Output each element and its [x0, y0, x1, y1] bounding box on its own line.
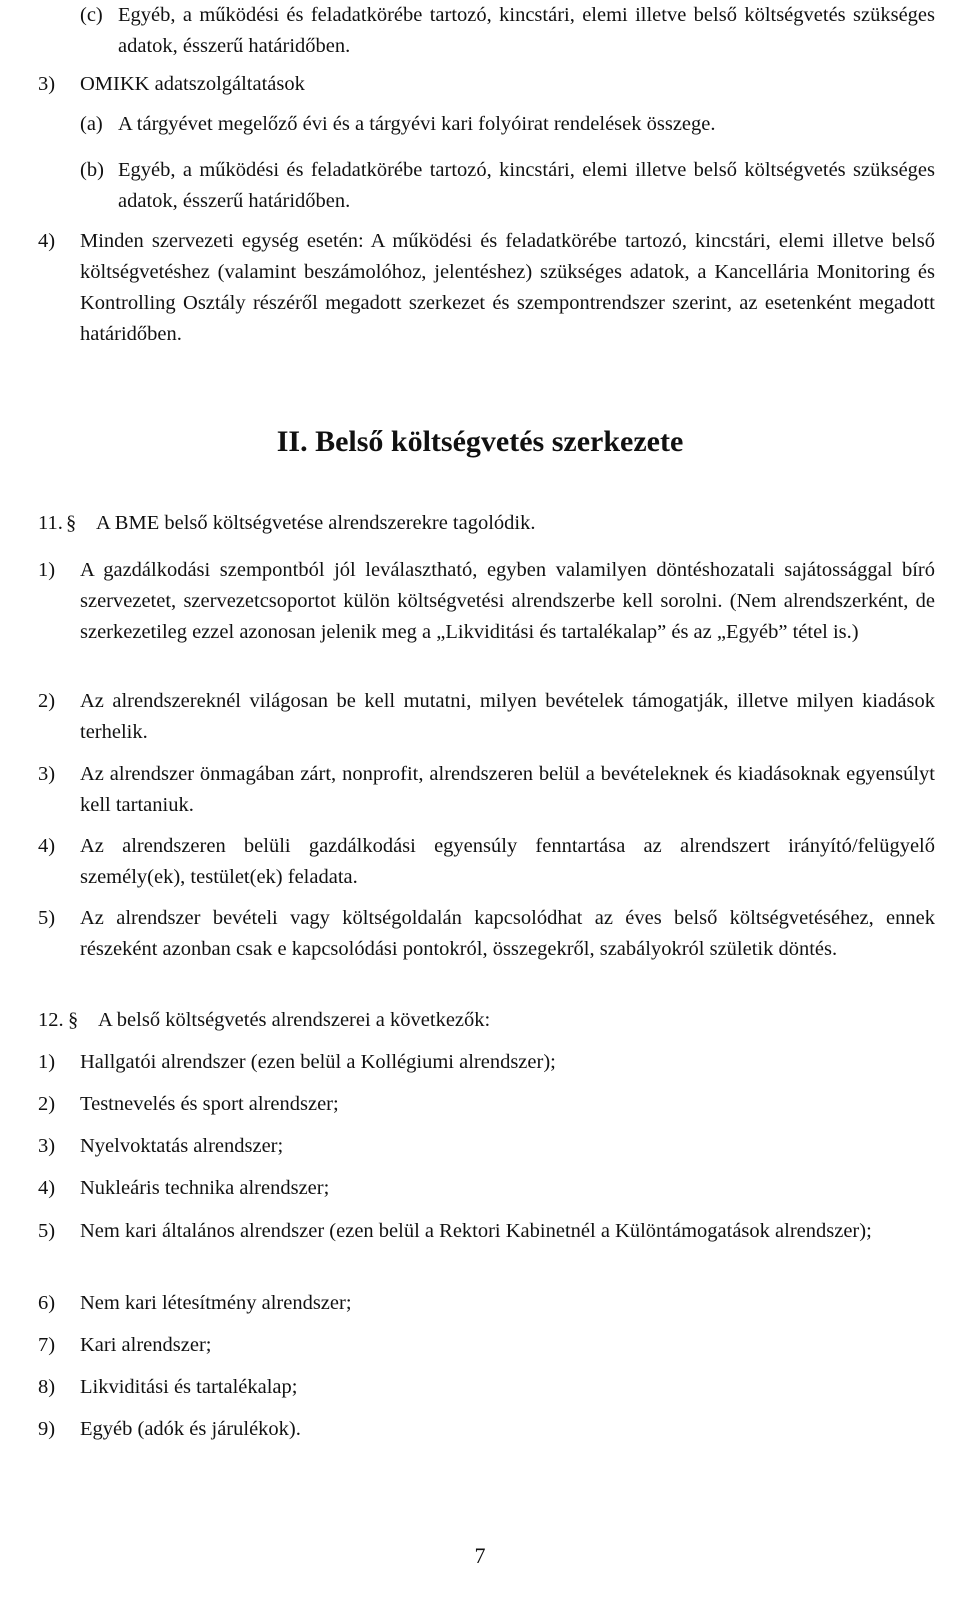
paragraph-symbol: § — [66, 512, 77, 534]
section-12-item-1 — [38, 1047, 935, 1078]
item-number: (a) — [80, 113, 103, 135]
item-number: 8) — [38, 1376, 56, 1398]
item-number: 6) — [38, 1292, 56, 1314]
item-text: Egyéb, a működési és feladatkörébe tartozó, kincstári, elemi illetve belső költségvetés szükséges adatok, ésszerű határidőben. — [118, 159, 935, 212]
item-b — [80, 155, 935, 217]
item-number: 1) — [38, 559, 56, 581]
section-11-item-1 — [38, 555, 935, 648]
item-text: Egyéb, a működési és feladatkörébe tartozó, kincstári, elemi illetve belső költségvetés szükséges adatok, ésszerű határidőben. — [118, 4, 935, 57]
item-text: Az alrendszereknél világosan be kell mutatni, milyen bevételek támogatják, illetve milyen kiadások terhelik. — [80, 690, 935, 743]
section-12-item-8 — [38, 1372, 935, 1403]
section-11-item-3 — [38, 759, 935, 821]
section-11-item-2 — [38, 686, 935, 748]
section-number: 11. — [38, 512, 63, 534]
item-text: Kari alrendszer; — [80, 1334, 212, 1356]
section-12-title — [38, 1005, 490, 1036]
section-title-text: A belső költségvetés alrendszerei a következők: — [98, 1009, 491, 1031]
section-12-item-4 — [38, 1173, 935, 1204]
item-text: A gazdálkodási szempontból jól leválasztható, egyben valamilyen döntéshozatali sajátossággal bíró szervezetet, szervezetcsoportot külön költségvetési alrendszerbe kell sorolni. (Nem alrendszerként, de szerkezetileg ezzel azonosan jelenik meg a „Likviditási és tartalékalap” és az „Egyéb” tétel is.) — [80, 559, 935, 643]
item-text: OMIKK adatszolgáltatások — [80, 73, 305, 95]
section-12-item-3 — [38, 1131, 935, 1162]
page-number: 7 — [474, 1543, 486, 1568]
item-text: Likviditási és tartalékalap; — [80, 1376, 298, 1398]
section-12-item-6 — [38, 1288, 935, 1319]
section-11-item-5 — [38, 903, 935, 965]
item-number: 2) — [38, 690, 56, 712]
item-text: A tárgyévet megelőző évi és a tárgyévi kari folyóirat rendelések összege. — [118, 113, 716, 135]
item-text: Minden szervezeti egység esetén: A működési és feladatkörébe tartozó, kincstári, elemi illetve belső költségvetéshez (valamint beszámolóhoz, jelentéshez) szükséges adatok, a Kancellária Monitoring és Kontrolling Osztály részéről megadott szerkezet és szempontrendszer szerint, az esetenként megadott határidőben. — [80, 230, 935, 345]
item-3 — [38, 69, 935, 100]
item-number: 5) — [38, 907, 56, 929]
item-number: 1) — [38, 1051, 56, 1073]
section-number: 12. — [38, 1009, 64, 1031]
item-text: Nukleáris technika alrendszer; — [80, 1177, 330, 1199]
item-text: Az alrendszer bevételi vagy költségoldalán kapcsolódhat az éves belső költségvetéséhez, ennek részeként azonban csak e kapcsolódási pontokról, összegekről, szabályokról születik döntés. — [80, 907, 935, 960]
item-c — [80, 0, 935, 62]
section-12-item-7 — [38, 1330, 935, 1361]
section-11-title — [38, 508, 536, 539]
item-number: 4) — [38, 1177, 56, 1199]
item-number: 9) — [38, 1418, 56, 1440]
item-number: 4) — [38, 835, 56, 857]
item-number: 3) — [38, 73, 56, 95]
item-number: 5) — [38, 1220, 56, 1242]
item-text: Hallgatói alrendszer (ezen belül a Kollégiumi alrendszer); — [80, 1051, 556, 1073]
item-text: Testnevelés és sport alrendszer; — [80, 1093, 339, 1115]
chapter-heading: II. Belső költségvetés szerkezete — [276, 425, 684, 458]
item-text: Nem kari általános alrendszer (ezen belül a Rektori Kabinetnél a Különtámogatások alrendszer); — [80, 1220, 872, 1242]
item-text: Az alrendszer önmagában zárt, nonprofit, alrendszeren belül a bevételeknek és kiadásoknak egyensúlyt kell tartaniuk. — [80, 763, 935, 816]
section-12-item-9 — [38, 1414, 935, 1445]
section-12-item-5 — [38, 1216, 935, 1247]
item-number: (c) — [80, 4, 103, 26]
item-number: 3) — [38, 763, 56, 785]
section-11-item-4 — [38, 831, 935, 893]
section-12-item-2 — [38, 1089, 935, 1120]
item-text: Egyéb (adók és járulékok). — [80, 1418, 301, 1440]
item-number: 7) — [38, 1334, 56, 1356]
item-text: Nyelvoktatás alrendszer; — [80, 1135, 284, 1157]
paragraph-symbol: § — [68, 1009, 79, 1031]
item-a — [80, 109, 935, 140]
item-text: Nem kari létesítmény alrendszer; — [80, 1292, 352, 1314]
item-text: Az alrendszeren belüli gazdálkodási egyensúly fenntartása az alrendszert irányító/felügyelő személy(ek), testület(ek) feladata. — [80, 835, 935, 888]
item-4 — [38, 226, 935, 350]
item-number: 4) — [38, 230, 56, 252]
item-number: 2) — [38, 1093, 56, 1115]
item-number: (b) — [80, 159, 104, 181]
section-title-text: A BME belső költségvetése alrendszerekre tagolódik. — [96, 512, 536, 534]
item-number: 3) — [38, 1135, 56, 1157]
